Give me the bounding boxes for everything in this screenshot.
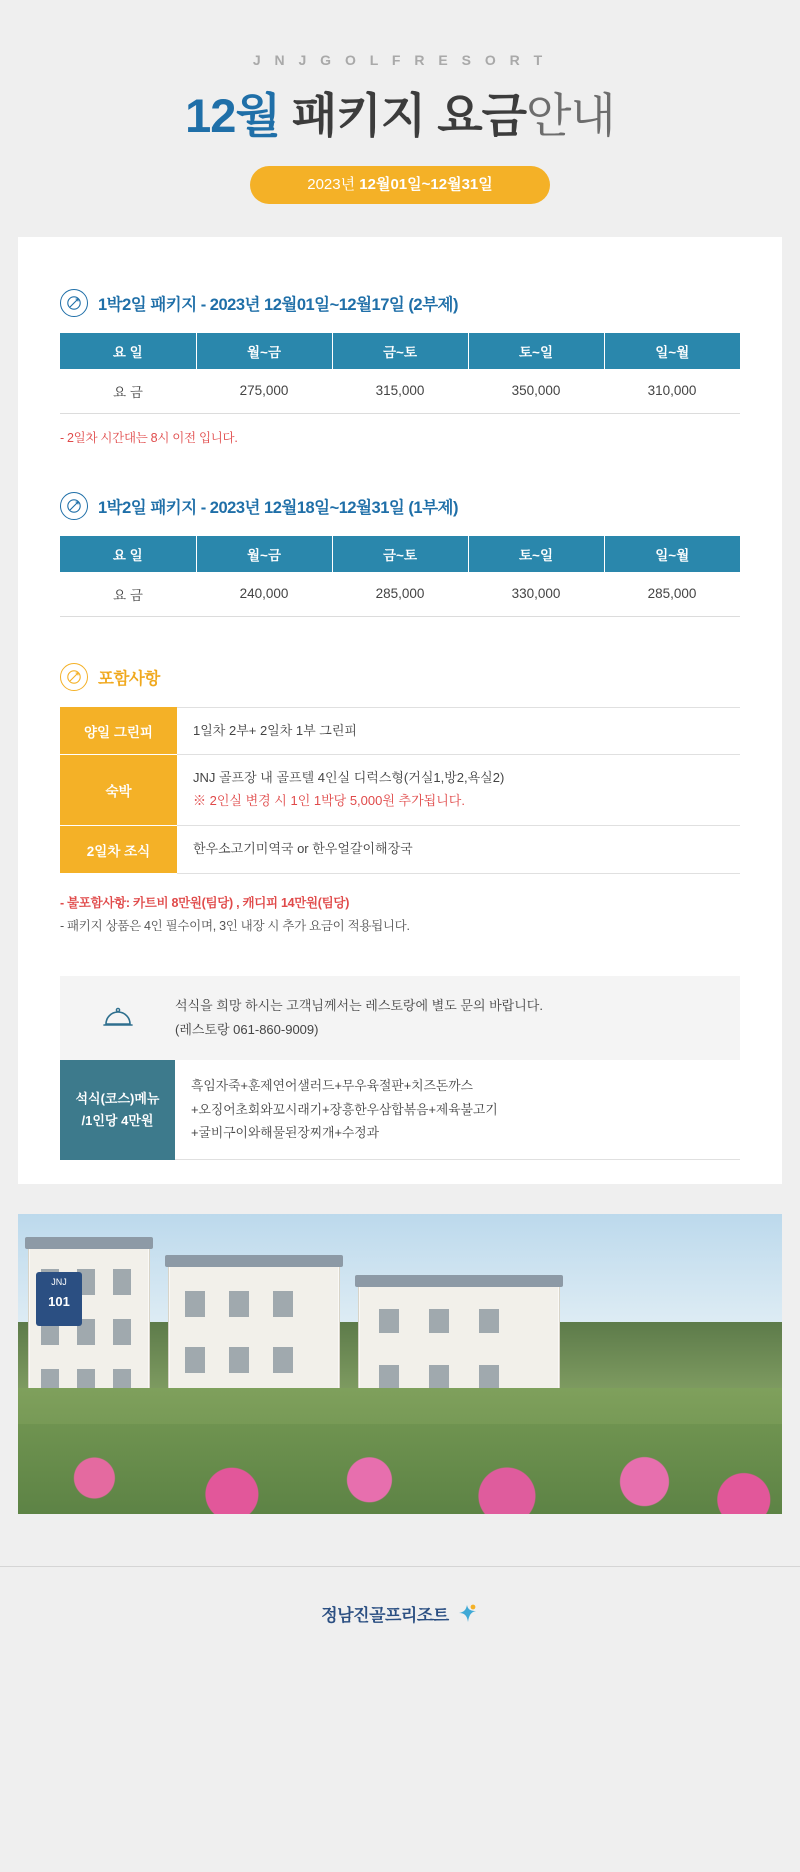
include-value-greenfee: 1일차 2부+ 2일차 1부 그린피 (177, 707, 740, 755)
dinner-menu-value (175, 1060, 740, 1160)
include-table (60, 707, 740, 874)
photo-flowerbed (18, 1424, 782, 1514)
col-day: 요 일 (60, 536, 196, 572)
section-header-package-2 (60, 446, 740, 520)
dinner-menu-key-line-1: 석식(코스)메뉴 (75, 1090, 160, 1106)
note-package-1: - 2일차 시간대는 8시 이전 입니다. (60, 430, 238, 445)
section-title-include: 포함사항 (98, 669, 160, 688)
photo-roof (25, 1237, 153, 1249)
content-card (18, 237, 782, 1184)
price-fri-sat: 315,000 (332, 369, 468, 414)
col-fri-sat: 금~토 (332, 333, 468, 369)
table-row (60, 707, 740, 755)
col-sat-sun: 토~일 (468, 536, 604, 572)
photo-building-sign (36, 1272, 82, 1326)
dinner-info-line-2: (레스토랑 061-860-9009) (175, 1021, 319, 1037)
golf-badge-icon (60, 663, 88, 691)
date-range: 12월01일~12월31일 (359, 175, 493, 193)
dinner-info-line-1: 석식을 희망 하시는 고객님께서는 레스토랑에 별도 문의 바랍니다. (175, 997, 543, 1013)
col-sat-sun: 토~일 (468, 333, 604, 369)
photo-window (273, 1291, 293, 1317)
leaf-mark-icon (455, 1602, 479, 1626)
dinner-info-text (175, 994, 543, 1042)
table-header-row (60, 536, 740, 572)
photo-roof (165, 1255, 343, 1267)
lodging-note: ※ 2인실 변경 시 1인 1박당 5,000원 추가됩니다. (193, 793, 465, 809)
col-fri-sat: 금~토 (332, 536, 468, 572)
photo-window (479, 1309, 499, 1333)
row-label-price: 요 금 (60, 369, 196, 414)
photo-window (113, 1269, 131, 1295)
poster-footer (0, 1566, 800, 1666)
golf-badge-icon (60, 492, 88, 520)
include-key-lodging: 숙박 (60, 755, 177, 826)
photo-window (429, 1365, 449, 1389)
photo-window (229, 1291, 249, 1317)
section-title-package-1: 1박2일 패키지 - 2023년 12월01일~12월17일 (2부제) (98, 295, 458, 314)
table-row (60, 369, 740, 414)
photo-window (429, 1309, 449, 1333)
footer-logo (321, 1601, 478, 1626)
photo-window (113, 1319, 131, 1345)
golf-badge-icon (60, 289, 88, 317)
title-part-package: 패키지 (291, 89, 426, 142)
table-row (60, 755, 740, 826)
price-mon-fri: 240,000 (196, 572, 332, 617)
page-title (0, 90, 800, 142)
price-table-package-2 (60, 536, 740, 617)
footer-logo-text: 정남진골프리조트 (321, 1606, 449, 1626)
title-part-info: 안내 (526, 89, 615, 142)
table-row (60, 825, 740, 873)
col-sun-mon: 일~월 (604, 536, 740, 572)
photo-window (273, 1347, 293, 1373)
section-title-package-2: 1박2일 패키지 - 2023년 12월18일~12월31일 (1부제) (98, 498, 458, 517)
dinner-info-box (60, 976, 740, 1060)
price-sun-mon: 310,000 (604, 369, 740, 414)
include-key-breakfast: 2일차 조식 (60, 825, 177, 873)
price-mon-fri: 275,000 (196, 369, 332, 414)
photo-window (379, 1365, 399, 1389)
dinner-menu-key (60, 1060, 175, 1160)
row-label-price: 요 금 (60, 572, 196, 617)
poster-header (0, 0, 800, 204)
price-table-package-1 (60, 333, 740, 414)
date-year: 2023년 (307, 175, 356, 193)
table-header-row (60, 333, 740, 369)
section-header-package-1 (60, 237, 740, 317)
brand-name: J N J G O L F R E S O R T (252, 52, 548, 68)
note-excluded: - 불포함사항: 카트비 8만원(팀당) , 캐디피 14만원(팀당) (60, 895, 350, 910)
resort-photo (18, 1214, 782, 1514)
photo-roof (355, 1275, 563, 1287)
photo-window (479, 1365, 499, 1389)
date-range-badge (250, 166, 550, 204)
section-header-include (60, 617, 740, 691)
col-mon-fri: 월~금 (196, 536, 332, 572)
dinner-menu-line-1: 흑임자죽+훈제연어샐러드+무우육절판+치즈돈까스 (191, 1078, 474, 1094)
sign-brand: JNJ (51, 1277, 67, 1288)
table-row (60, 572, 740, 617)
price-sun-mon: 285,000 (604, 572, 740, 617)
photo-window (185, 1291, 205, 1317)
col-sun-mon: 일~월 (604, 333, 740, 369)
include-value-breakfast: 한우소고기미역국 or 한우얼갈이해장국 (177, 825, 740, 873)
include-notes (60, 892, 740, 938)
lodging-text: JNJ 골프장 내 골프텔 4인실 디럭스형(거실1,방2,욕실2) (193, 770, 505, 786)
note-minimum-players: - 패키지 상품은 4인 필수이며, 3인 내장 시 추가 요금이 적용됩니다. (60, 918, 410, 933)
dinner-menu-key-line-2: /1인당 4만원 (81, 1112, 154, 1128)
price-sat-sun: 350,000 (468, 369, 604, 414)
title-part-month: 12월 (185, 89, 280, 142)
price-sat-sun: 330,000 (468, 572, 604, 617)
col-day: 요 일 (60, 333, 196, 369)
dinner-menu-table (60, 1060, 740, 1160)
dinner-menu-line-2: +오징어초회와꼬시래기+장흥한우삼합볶음+제육불고기 (191, 1101, 498, 1117)
photo-window (185, 1347, 205, 1373)
include-value-lodging (177, 755, 740, 826)
price-fri-sat: 285,000 (332, 572, 468, 617)
photo-window (379, 1309, 399, 1333)
title-part-price: 요금 (437, 89, 527, 142)
col-mon-fri: 월~금 (196, 333, 332, 369)
table-row (60, 1060, 740, 1160)
dinner-menu-line-3: +굴비구이와해물된장찌개+수정과 (191, 1125, 380, 1141)
photo-window (229, 1347, 249, 1373)
cloche-icon (60, 1004, 175, 1032)
include-key-greenfee: 양일 그린피 (60, 707, 177, 755)
sign-number: 101 (48, 1293, 70, 1309)
